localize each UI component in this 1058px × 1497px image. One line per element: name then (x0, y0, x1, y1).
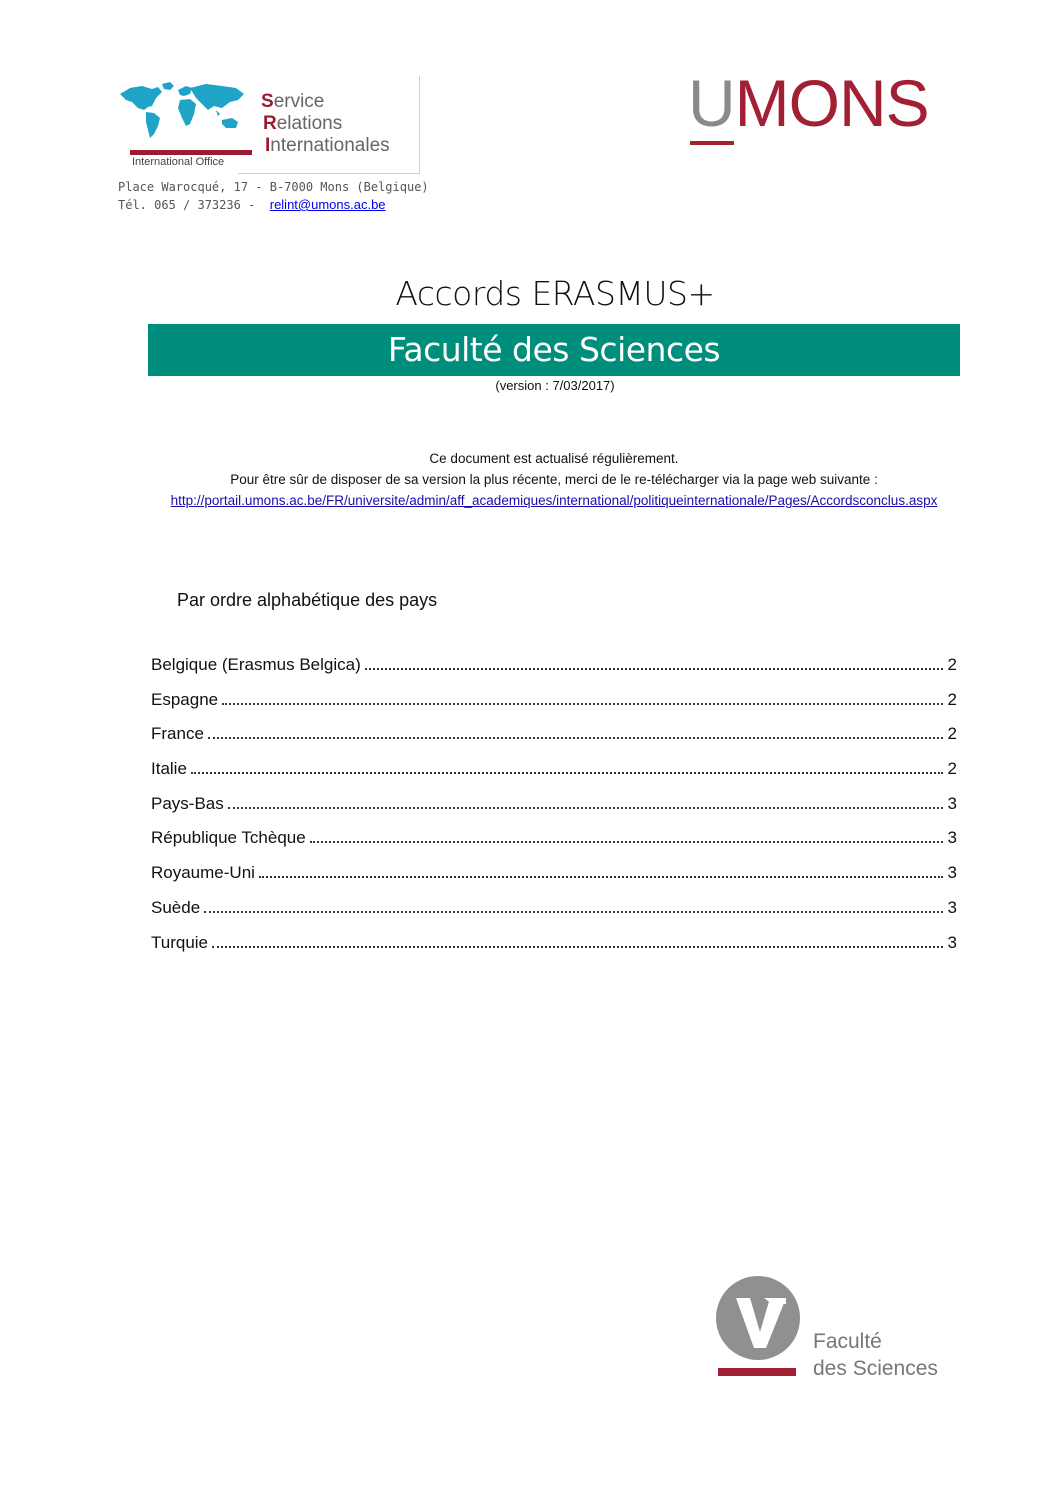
toc-leader (191, 771, 943, 774)
toc-leader (212, 945, 943, 948)
phone-line: Tél. 065 / 373236 - (118, 198, 256, 212)
faculty-logo (712, 1276, 952, 1386)
toc-page: 2 (947, 724, 957, 744)
logo-red-bar (130, 150, 252, 155)
document-title: Accords ERASMUS+ (395, 274, 715, 313)
toc-entry[interactable] (151, 724, 957, 759)
toc-page: 3 (947, 932, 957, 952)
logo-frame-bottom (238, 173, 420, 174)
toc-page: 3 (947, 863, 957, 883)
logo-frame-right (419, 76, 420, 174)
toc-entry[interactable] (151, 828, 957, 863)
toc-leader (228, 806, 943, 809)
logo-wordmark: Service Relations Internationales (261, 91, 390, 156)
toc-page: 2 (947, 655, 957, 674)
umons-logo-underline (690, 141, 734, 145)
faculty-logo-text: Faculté des Sciences (813, 1330, 938, 1380)
faculty-emblem-icon (716, 1276, 800, 1360)
toc-entry[interactable] (151, 933, 957, 968)
notice-line-1: Ce document est actualisé régulièrement. (429, 451, 679, 466)
office-address (118, 179, 429, 214)
toc-label: France (151, 724, 204, 744)
toc-label: Turquie (151, 932, 209, 952)
toc-label: Suède (151, 897, 201, 917)
toc-entry[interactable] (151, 690, 957, 725)
sri-logo (118, 76, 420, 174)
toc-label: Royaume-Uni (151, 863, 255, 883)
portal-link[interactable]: http://portail.umons.ac.be/FR/universite/admin/aff_academiques/international/politiqueinternationale/Pages/Accordsconclus.aspx (170, 493, 938, 508)
world-map-icon (118, 80, 248, 142)
toc-label: Italie (151, 759, 187, 779)
toc-leader (365, 667, 943, 670)
logo-subtitle: International Office (132, 156, 225, 168)
faculty-banner: Faculté des Sciences (148, 324, 960, 376)
toc-page: 2 (947, 759, 957, 779)
toc-entry[interactable] (151, 759, 957, 794)
toc-page: 3 (947, 793, 957, 813)
toc-leader (310, 840, 943, 843)
toc-entry[interactable] (151, 863, 957, 898)
toc-entry[interactable] (151, 655, 957, 690)
toc-label: Pays-Bas (151, 793, 224, 813)
toc-label: République Tchèque (151, 828, 306, 848)
umons-logo: UMONS (688, 66, 929, 140)
toc-label: Espagne (151, 689, 219, 709)
table-of-contents (151, 655, 957, 967)
faculty-logo-bar (718, 1368, 796, 1376)
toc-leader (222, 702, 942, 705)
email-link[interactable]: relint@umons.ac.be (269, 197, 386, 212)
toc-entry[interactable] (151, 898, 957, 933)
toc-leader (259, 875, 943, 878)
toc-leader (204, 910, 942, 913)
toc-page: 2 (947, 689, 957, 709)
toc-page: 3 (947, 828, 957, 848)
version-date: (version : 7/03/2017) (495, 378, 615, 393)
update-notice (148, 448, 960, 511)
toc-label: Belgique (Erasmus Belgica) (151, 655, 361, 674)
toc-heading: Par ordre alphabétique des pays (177, 590, 438, 610)
toc-entry[interactable] (151, 794, 957, 829)
toc-leader (208, 736, 943, 739)
address-line: Place Warocqué, 17 - B-7000 Mons (Belgique) (118, 180, 429, 194)
notice-line-2: Pour être sûr de disposer de sa version la plus récente, merci de le re-télécharger via la page web suivante : (230, 472, 878, 487)
toc-page: 3 (947, 897, 957, 917)
